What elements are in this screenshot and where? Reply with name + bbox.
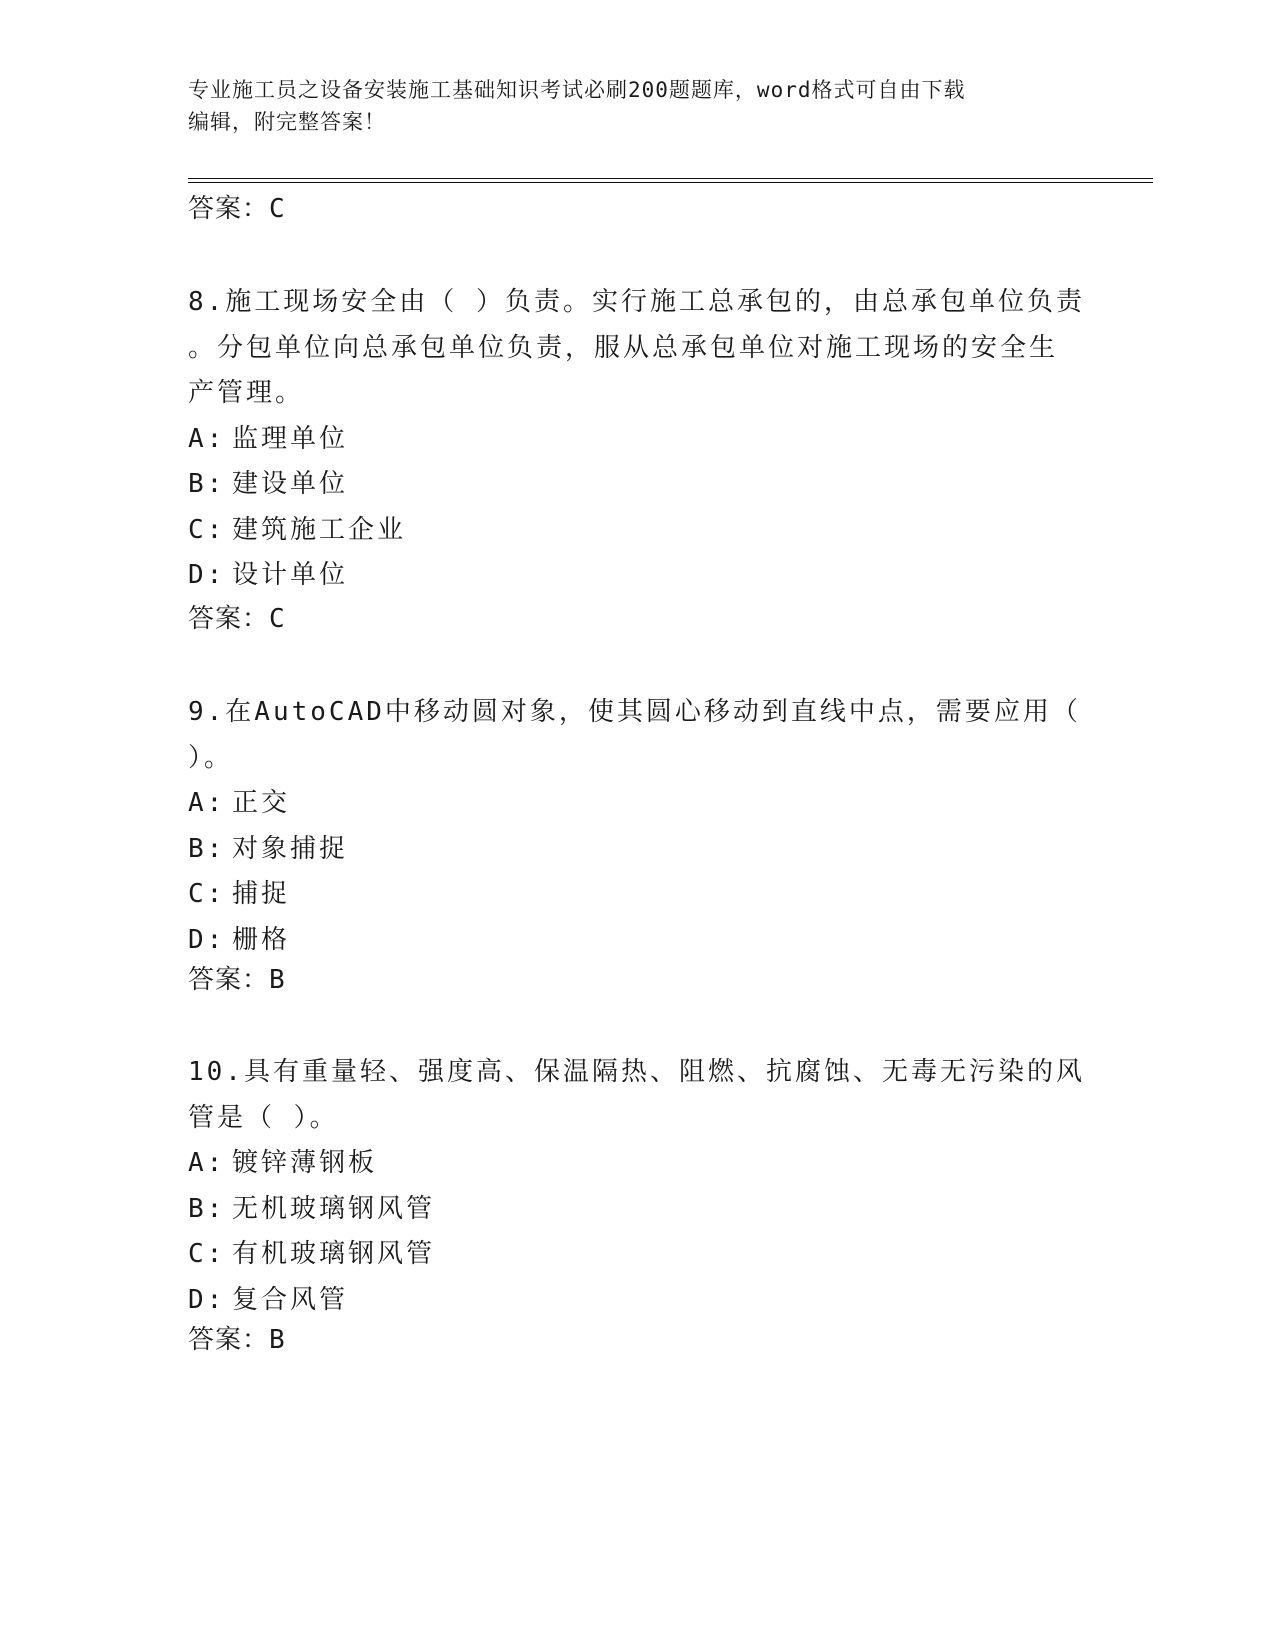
option-text: 复合风管	[232, 1284, 349, 1315]
option-text: 捕捉	[232, 879, 291, 909]
stem-line: 8.施工现场安全由（ ）负责。实行施工总承包的，由总承包单位负责	[188, 287, 1085, 317]
option-letter: D:	[188, 1284, 226, 1315]
option-c	[188, 872, 1088, 918]
option-letter: C:	[188, 514, 226, 545]
option-letter: A:	[188, 1148, 226, 1178]
option-letter: A:	[188, 423, 226, 454]
stem-line: 产管理。	[188, 378, 305, 408]
stem-line: ）。	[188, 742, 234, 773]
answer-8	[188, 602, 286, 636]
stem-line: 。分包单位向总承包单位负责，服从总承包单位对施工现场的安全生	[188, 332, 1059, 363]
option-text: 监理单位	[232, 423, 349, 454]
option-text: 栅格	[232, 924, 291, 955]
question-stem	[188, 280, 1088, 417]
header-divider-top	[188, 178, 1153, 179]
question-8	[188, 280, 1088, 599]
page-header	[188, 74, 1088, 138]
stem-line: 9.在AutoCAD中移动圆对象，使其圆心移动到直线中点，需要应用（	[188, 697, 1081, 727]
option-a	[188, 1141, 1088, 1187]
answer-value: B	[269, 1325, 286, 1355]
previous-answer	[188, 192, 286, 226]
option-text: 无机玻璃钢风管	[232, 1193, 436, 1224]
option-b	[188, 827, 1088, 873]
answer-label: 答案：	[188, 1325, 270, 1355]
option-text: 建筑施工企业	[232, 514, 407, 545]
option-text: 对象捕捉	[232, 833, 349, 864]
stem-line: 管是（ ）。	[188, 1102, 339, 1133]
option-a	[188, 417, 1088, 463]
answer-label: 答案：	[188, 194, 270, 224]
option-c	[188, 508, 1088, 554]
option-letter: D:	[188, 560, 226, 590]
question-stem	[188, 1050, 1088, 1141]
answer-label: 答案：	[188, 965, 270, 995]
option-d	[188, 553, 1088, 599]
answer-9	[188, 963, 286, 997]
header-line-2: 编辑，附完整答案！	[188, 110, 386, 134]
option-text: 有机玻璃钢风管	[232, 1239, 436, 1269]
option-text: 正交	[232, 788, 291, 818]
option-letter: C:	[188, 1239, 226, 1269]
answer-value: C	[269, 604, 286, 634]
option-letter: A:	[188, 788, 226, 818]
option-c	[188, 1232, 1088, 1278]
header-divider-bottom	[188, 182, 1153, 183]
option-d	[188, 918, 1088, 964]
option-b	[188, 1187, 1088, 1233]
option-text: 建设单位	[232, 469, 349, 499]
option-a	[188, 781, 1088, 827]
answer-value: B	[269, 965, 286, 995]
option-d	[188, 1278, 1088, 1324]
stem-line: 10.具有重量轻、强度高、保温隔热、阻燃、抗腐蚀、无毒无污染的风	[188, 1057, 1085, 1087]
option-text: 设计单位	[232, 560, 349, 590]
option-letter: D:	[188, 924, 226, 955]
option-b	[188, 462, 1088, 508]
header-line-1: 专业施工员之设备安装施工基础知识考试必刷200题题库，word格式可自由下载	[188, 78, 966, 102]
question-stem	[188, 690, 1088, 781]
option-text: 镀锌薄钢板	[232, 1148, 378, 1178]
option-letter: B:	[188, 1193, 226, 1224]
question-10	[188, 1050, 1088, 1323]
question-9	[188, 690, 1088, 963]
option-letter: B:	[188, 833, 226, 864]
option-letter: B:	[188, 469, 226, 499]
answer-value: C	[269, 194, 286, 224]
option-letter: C:	[188, 879, 226, 909]
answer-10	[188, 1323, 286, 1357]
answer-label: 答案：	[188, 604, 270, 634]
